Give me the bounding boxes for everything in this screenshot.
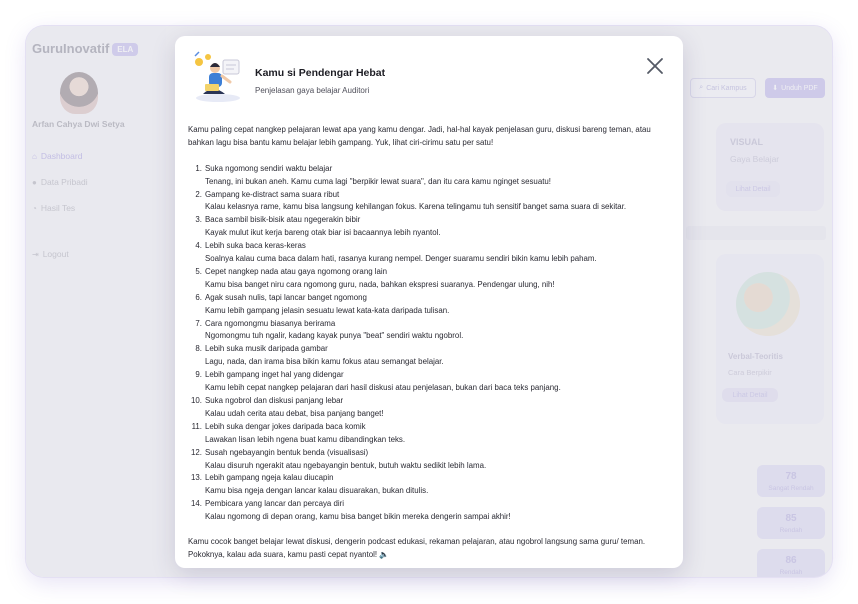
list-item-number: 8.: [195, 344, 202, 354]
list-item-description: Kamu bisa banget niru cara ngomong guru, nada, bahkan ekspresi suaranya. Pendengar ulung, nih!: [205, 279, 555, 289]
list-item-number: 11.: [191, 421, 202, 431]
list-item-description: Kalau disuruh ngerakit atau ngebayangin bentuk, butuh waktu sedikit lebih lama.: [205, 460, 487, 470]
list-item-description: Kayak mulut ikut kerja bareng otak biar isi bacaannya lebih nyantol.: [205, 228, 441, 238]
list-item: [188, 421, 672, 447]
list-item-number: 6.: [195, 292, 202, 302]
list-item-description: Kalau kelasnya rame, kamu bisa langsung kehilangan fokus. Karena telingamu tuh sensitif banget sama suara di sekitar.: [205, 202, 627, 212]
list-item: [188, 292, 672, 318]
trait-list: [188, 163, 672, 524]
list-item-title: Susah ngebayangin bentuk benda (visualisasi): [205, 447, 369, 457]
list-item-number: 7.: [195, 318, 202, 328]
list-item-title: Agak susah nulis, tapi lancar banget ngomong: [205, 292, 367, 302]
list-item: [188, 395, 672, 421]
list-item: [188, 369, 672, 395]
list-item-description: Kalau ngomong di depan orang, kamu bisa banget bikin mereka dengerin sampai akhir!: [205, 512, 511, 522]
list-item-title: Baca sambil bisik-bisik atau ngegerakin bibir: [205, 215, 361, 225]
list-item-title: Lebih suka musik daripada gambar: [205, 344, 328, 354]
list-item-number: 5.: [195, 266, 202, 276]
list-item: [188, 472, 672, 498]
list-item-description: Kamu lebih gampang jelasin sesuatu lewat kata-kata daripada tulisan.: [205, 305, 450, 315]
list-item-number: 1.: [195, 163, 202, 173]
list-item-number: 12.: [191, 447, 202, 457]
student-listening-illustration: [187, 48, 249, 104]
list-item-description: Kalau udah cerita atau debat, bisa panjang banget!: [205, 408, 384, 418]
list-item-number: 14.: [191, 499, 202, 509]
list-item: [188, 343, 672, 369]
list-item-title: Suka ngobrol dan diskusi panjang lebar: [205, 396, 344, 406]
list-item-number: 4.: [195, 241, 202, 251]
list-item-title: Lebih suka baca keras-keras: [205, 241, 306, 251]
list-item-number: 13.: [191, 473, 202, 483]
list-item-number: 10.: [191, 396, 202, 406]
list-item-title: Suka ngomong sendiri waktu belajar: [205, 163, 333, 173]
list-item: [188, 214, 672, 240]
list-item-description: Lagu, nada, dan irama bisa bikin kamu fokus atau semangat belajar.: [205, 357, 444, 367]
list-item-description: Kamu lebih cepat nangkep pelajaran dari hasil diskusi atau penjelasan, bukan dari baca teks panjang.: [205, 383, 561, 393]
list-item: [188, 447, 672, 473]
list-item-description: Tenang, ini bukan aneh. Kamu cuma lagi "berpikir lewat suara", dan itu cara kamu nginget sesuatu!: [205, 176, 551, 186]
list-item-description: Soalnya kalau cuma baca dalam hati, rasanya kurang nempel. Denger suaramu sendiri bikin kamu lebih paham.: [205, 254, 597, 264]
modal-body: [188, 124, 672, 562]
list-item-title: Lebih gampang inget hal yang didengar: [205, 370, 344, 380]
list-item: [188, 189, 672, 215]
modal-closing: Kamu cocok banget belajar lewat diskusi, dengerin podcast edukasi, rekaman pelajaran, atau ngobrol langsung sama guru/ teman. Pokoknya, kalau ada suara, kamu pasti cepat nyantol! 🔈: [188, 537, 646, 560]
list-item-number: 2.: [195, 189, 202, 199]
list-item-title: Cepet nangkep nada atau gaya ngomong orang lain: [205, 266, 388, 276]
close-icon[interactable]: [645, 56, 665, 76]
list-item-title: Cara ngomongmu biasanya berirama: [205, 318, 336, 328]
list-item-description: Lawakan lisan lebih ngena buat kamu dibandingkan teks.: [205, 434, 406, 444]
list-item: [188, 266, 672, 292]
modal-title: Kamu si Pendengar Hebat: [255, 67, 386, 79]
list-item-title: Gampang ke-distract sama suara ribut: [205, 189, 340, 199]
modal-subtitle: Penjelasan gaya belajar Auditori: [255, 86, 370, 95]
list-item-title: Lebih gampang ngeja kalau diucapin: [205, 473, 334, 483]
list-item: [188, 318, 672, 344]
list-item-number: 9.: [195, 370, 202, 380]
list-item: [188, 163, 672, 189]
list-item-number: 3.: [195, 215, 202, 225]
list-item-description: Kamu bisa ngeja dengan lancar kalau disuarakan, bukan ditulis.: [205, 486, 429, 496]
modal-intro: Kamu paling cepat nangkep pelajaran lewat apa yang kamu dengar. Jadi, hal-hal kayak penjelasan guru, diskusi bareng teman, atau bahkan lagu bisa bantu kamu belajar lebih gampang. Yuk, lihat ciri-cirimu satu per satu!: [188, 125, 651, 147]
list-item: [188, 498, 672, 524]
list-item-title: Pembicara yang lancar dan percaya diri: [205, 499, 345, 509]
list-item-description: Ngomongmu tuh ngalir, kadang kayak punya "beat" sendiri waktu ngobrol.: [205, 331, 464, 341]
learning-style-modal: [175, 36, 683, 568]
list-item-title: Lebih suka dengar jokes daripada baca komik: [205, 421, 366, 431]
list-item: [188, 240, 672, 266]
